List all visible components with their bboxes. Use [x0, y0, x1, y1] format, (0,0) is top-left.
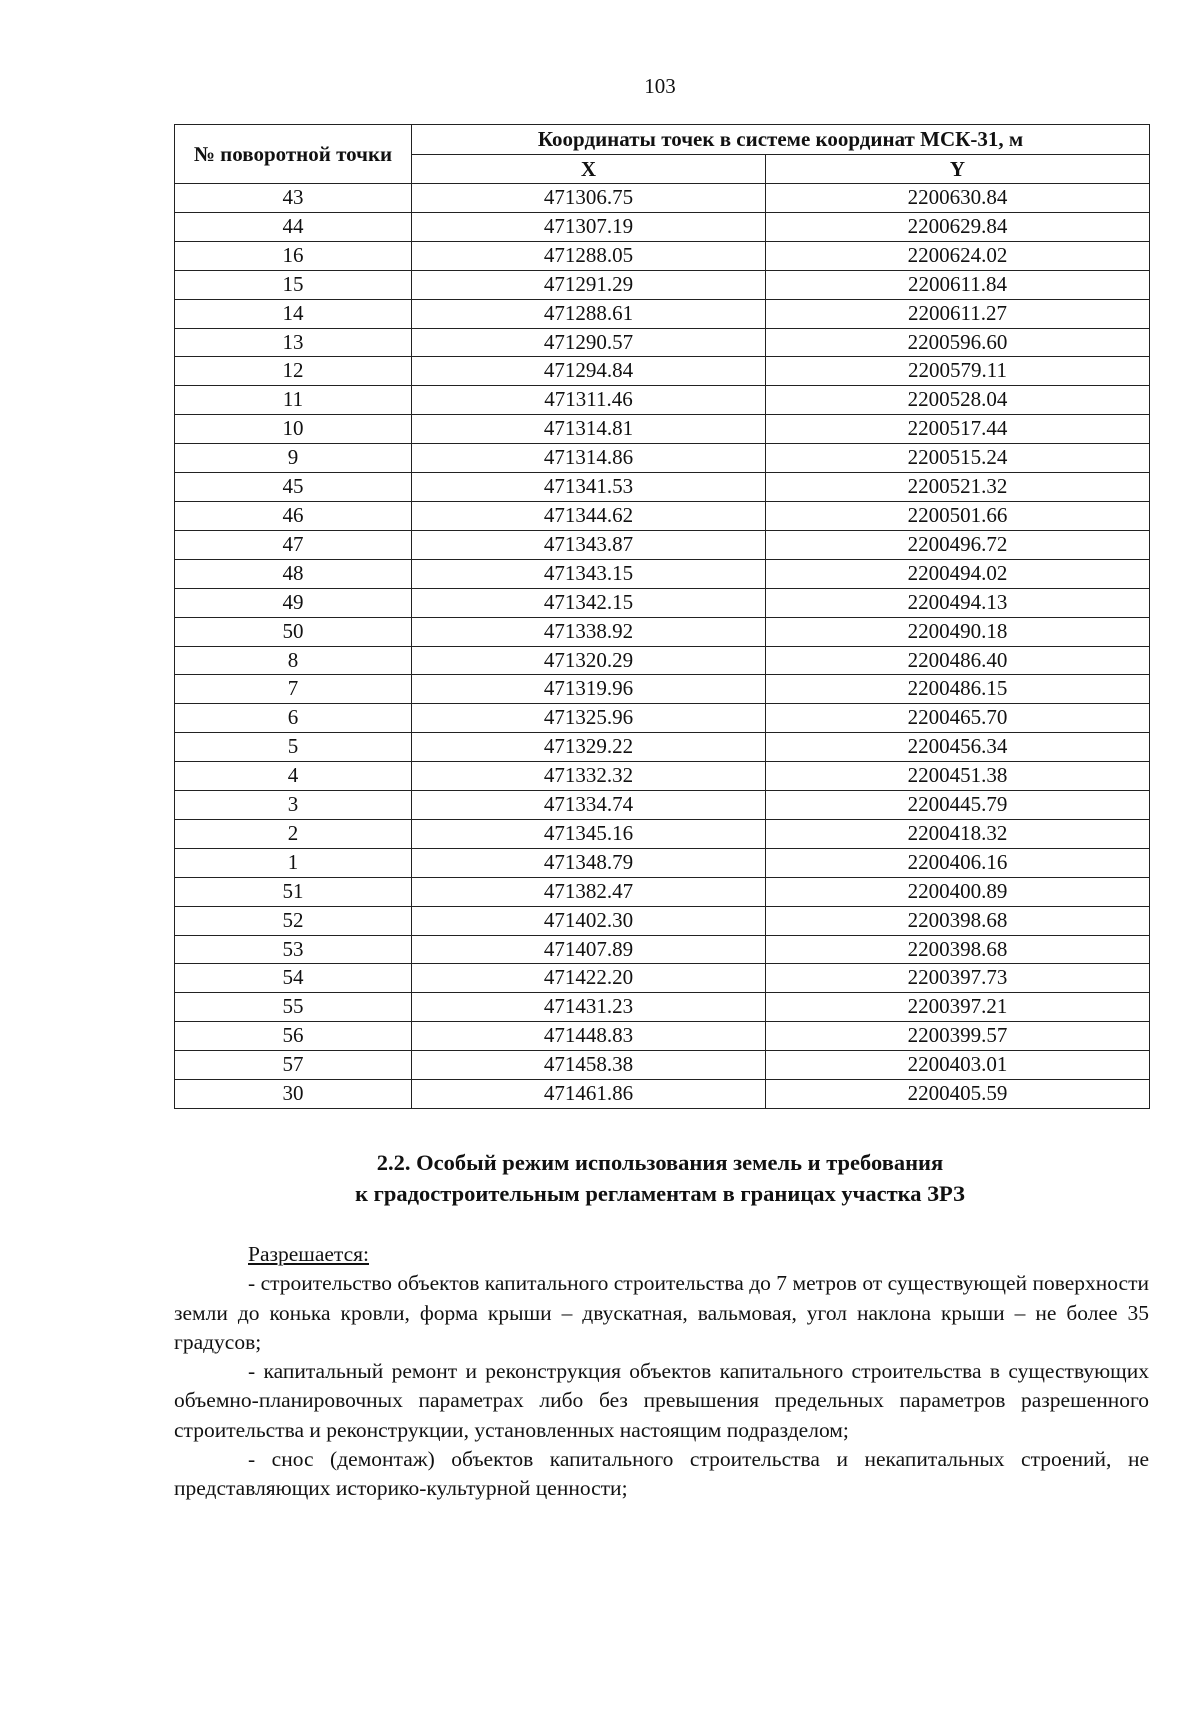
table-row	[175, 646, 1150, 675]
point-number-cell: 11	[175, 386, 412, 415]
point-number-cell: 2	[175, 819, 412, 848]
y-coordinate-cell: 2200629.84	[766, 212, 1150, 241]
x-coordinate-cell: 471332.32	[412, 762, 766, 791]
x-coordinate-cell: 471325.96	[412, 704, 766, 733]
paragraph-construction: - строительство объектов капитального строительства до 7 метров от существующей поверхности земли до конька кровли, форма крыши – двускатная, вальмовая, угол наклона крыши – не более 35 градусов;	[174, 1271, 1149, 1354]
y-coordinate-cell: 2200579.11	[766, 357, 1150, 386]
page-number: 103	[644, 74, 676, 98]
x-coordinate-cell: 471458.38	[412, 1051, 766, 1080]
y-coordinate-cell: 2200630.84	[766, 184, 1150, 213]
y-coordinate-cell: 2200528.04	[766, 386, 1150, 415]
section-heading-line1: 2.2. Особый режим использования земель и требования	[376, 1150, 944, 1175]
paragraph-repair: - капитальный ремонт и реконструкция объектов капитального строительства в существующих объемно-планировочных параметрах либо без превышения предельных параметров разрешенного строительства и реконструкции, установленных настоящим подразделом;	[174, 1359, 1149, 1442]
y-coordinate-cell: 2200486.40	[766, 646, 1150, 675]
y-coordinate-cell: 2200624.02	[766, 241, 1150, 270]
coordinates-table	[174, 124, 1150, 1109]
point-number-cell: 9	[175, 444, 412, 473]
x-coordinate-cell: 471402.30	[412, 906, 766, 935]
point-number-cell: 10	[175, 415, 412, 444]
table-row	[175, 935, 1150, 964]
y-coordinate-cell: 2200611.84	[766, 270, 1150, 299]
x-coordinate-cell: 471294.84	[412, 357, 766, 386]
header-x: X	[412, 154, 766, 184]
table-row	[175, 184, 1150, 213]
x-coordinate-cell: 471338.92	[412, 617, 766, 646]
y-coordinate-cell: 2200496.72	[766, 530, 1150, 559]
table-row	[175, 675, 1150, 704]
y-coordinate-cell: 2200451.38	[766, 762, 1150, 791]
y-coordinate-cell: 2200517.44	[766, 415, 1150, 444]
point-number-cell: 53	[175, 935, 412, 964]
point-number-cell: 48	[175, 559, 412, 588]
y-coordinate-cell: 2200398.68	[766, 906, 1150, 935]
y-coordinate-cell: 2200398.68	[766, 935, 1150, 964]
table-row	[175, 964, 1150, 993]
header-point-number: № поворотной точки	[175, 125, 412, 184]
x-coordinate-cell: 471314.81	[412, 415, 766, 444]
table-row	[175, 473, 1150, 502]
table-row	[175, 993, 1150, 1022]
table-row	[175, 444, 1150, 473]
x-coordinate-cell: 471382.47	[412, 877, 766, 906]
point-number-cell: 49	[175, 588, 412, 617]
point-number-cell: 12	[175, 357, 412, 386]
x-coordinate-cell: 471307.19	[412, 212, 766, 241]
x-coordinate-cell: 471461.86	[412, 1080, 766, 1109]
x-coordinate-cell: 471288.05	[412, 241, 766, 270]
point-number-cell: 51	[175, 877, 412, 906]
x-coordinate-cell: 471422.20	[412, 964, 766, 993]
table-row	[175, 328, 1150, 357]
x-coordinate-cell: 471288.61	[412, 299, 766, 328]
y-coordinate-cell: 2200445.79	[766, 791, 1150, 820]
point-number-cell: 14	[175, 299, 412, 328]
x-coordinate-cell: 471291.29	[412, 270, 766, 299]
x-coordinate-cell: 471306.75	[412, 184, 766, 213]
table-row	[175, 357, 1150, 386]
point-number-cell: 54	[175, 964, 412, 993]
y-coordinate-cell: 2200515.24	[766, 444, 1150, 473]
table-row	[175, 386, 1150, 415]
x-coordinate-cell: 471314.86	[412, 444, 766, 473]
y-coordinate-cell: 2200611.27	[766, 299, 1150, 328]
table-body	[175, 184, 1150, 1109]
point-number-cell: 47	[175, 530, 412, 559]
table-row	[175, 241, 1150, 270]
y-coordinate-cell: 2200399.57	[766, 1022, 1150, 1051]
table-row	[175, 1022, 1150, 1051]
y-coordinate-cell: 2200456.34	[766, 733, 1150, 762]
table-row	[175, 559, 1150, 588]
x-coordinate-cell: 471329.22	[412, 733, 766, 762]
table-row	[175, 704, 1150, 733]
y-coordinate-cell: 2200418.32	[766, 819, 1150, 848]
table-row	[175, 906, 1150, 935]
point-number-cell: 46	[175, 501, 412, 530]
point-number-cell: 6	[175, 704, 412, 733]
y-coordinate-cell: 2200400.89	[766, 877, 1150, 906]
table-row	[175, 415, 1150, 444]
header-coordinates: Координаты точек в системе координат МСК-31, м	[412, 125, 1150, 155]
point-number-cell: 30	[175, 1080, 412, 1109]
x-coordinate-cell: 471344.62	[412, 501, 766, 530]
point-number-cell: 50	[175, 617, 412, 646]
point-number-cell: 7	[175, 675, 412, 704]
x-coordinate-cell: 471343.15	[412, 559, 766, 588]
point-number-cell: 43	[175, 184, 412, 213]
y-coordinate-cell: 2200494.13	[766, 588, 1150, 617]
table-row	[175, 762, 1150, 791]
point-number-cell: 44	[175, 212, 412, 241]
table-row	[175, 270, 1150, 299]
x-coordinate-cell: 471320.29	[412, 646, 766, 675]
table-header	[175, 125, 1150, 184]
allowed-label: Разрешается:	[248, 1242, 369, 1266]
x-coordinate-cell: 471348.79	[412, 848, 766, 877]
table-row	[175, 212, 1150, 241]
point-number-cell: 45	[175, 473, 412, 502]
table-row	[175, 877, 1150, 906]
y-coordinate-cell: 2200403.01	[766, 1051, 1150, 1080]
section-body	[174, 1240, 1149, 1504]
point-number-cell: 5	[175, 733, 412, 762]
table-row	[175, 530, 1150, 559]
table-row	[175, 791, 1150, 820]
point-number-cell: 8	[175, 646, 412, 675]
x-coordinate-cell: 471334.74	[412, 791, 766, 820]
point-number-cell: 57	[175, 1051, 412, 1080]
y-coordinate-cell: 2200405.59	[766, 1080, 1150, 1109]
table-row	[175, 299, 1150, 328]
y-coordinate-cell: 2200486.15	[766, 675, 1150, 704]
y-coordinate-cell: 2200521.32	[766, 473, 1150, 502]
x-coordinate-cell: 471345.16	[412, 819, 766, 848]
point-number-cell: 13	[175, 328, 412, 357]
table-row	[175, 588, 1150, 617]
y-coordinate-cell: 2200465.70	[766, 704, 1150, 733]
y-coordinate-cell: 2200397.21	[766, 993, 1150, 1022]
point-number-cell: 56	[175, 1022, 412, 1051]
point-number-cell: 3	[175, 791, 412, 820]
table-row	[175, 819, 1150, 848]
y-coordinate-cell: 2200397.73	[766, 964, 1150, 993]
point-number-cell: 16	[175, 241, 412, 270]
x-coordinate-cell: 471407.89	[412, 935, 766, 964]
point-number-cell: 52	[175, 906, 412, 935]
point-number-cell: 4	[175, 762, 412, 791]
table-row	[175, 617, 1150, 646]
x-coordinate-cell: 471342.15	[412, 588, 766, 617]
paragraph-demolition: - снос (демонтаж) объектов капитального строительства и некапитальных строений, не представляющих историко-культурной ценности;	[174, 1447, 1149, 1501]
y-coordinate-cell: 2200596.60	[766, 328, 1150, 357]
table-row	[175, 848, 1150, 877]
y-coordinate-cell: 2200494.02	[766, 559, 1150, 588]
section-heading	[0, 1147, 1200, 1209]
section-heading-line2: к градостроительным регламентам в границах участка ЗРЗ	[355, 1181, 965, 1206]
y-coordinate-cell: 2200490.18	[766, 617, 1150, 646]
header-y: Y	[766, 154, 1150, 184]
table-row	[175, 1080, 1150, 1109]
x-coordinate-cell: 471448.83	[412, 1022, 766, 1051]
table-row	[175, 501, 1150, 530]
x-coordinate-cell: 471343.87	[412, 530, 766, 559]
y-coordinate-cell: 2200406.16	[766, 848, 1150, 877]
point-number-cell: 1	[175, 848, 412, 877]
point-number-cell: 15	[175, 270, 412, 299]
x-coordinate-cell: 471341.53	[412, 473, 766, 502]
x-coordinate-cell: 471319.96	[412, 675, 766, 704]
x-coordinate-cell: 471431.23	[412, 993, 766, 1022]
table-row	[175, 1051, 1150, 1080]
y-coordinate-cell: 2200501.66	[766, 501, 1150, 530]
point-number-cell: 55	[175, 993, 412, 1022]
x-coordinate-cell: 471290.57	[412, 328, 766, 357]
x-coordinate-cell: 471311.46	[412, 386, 766, 415]
table-row	[175, 733, 1150, 762]
